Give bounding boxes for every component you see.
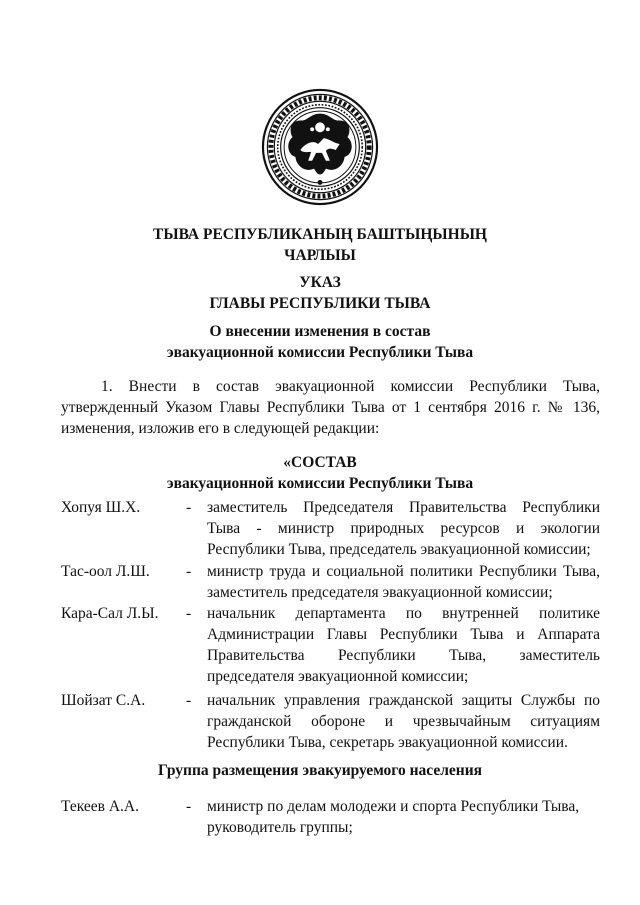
tuvan-title-line-2: ЧАРЛЫЫ: [284, 247, 356, 264]
member-role: начальник департамента по внутренней политике Администрации Главы Республики Тыва и Аппарата Правительства Республики Тыва, заместитель председателя эвакуационной комиссии;: [207, 605, 600, 685]
member-name: Текеев А.А.: [61, 798, 139, 815]
member-name: Кара-Сал Л.Ы.: [61, 605, 159, 622]
tuvan-title-line-1: ТЫВА РЕСПУБЛИКАНЫҢ БАШТЫҢЫНЫҢ: [153, 226, 487, 243]
member-name: Шойзат С.А.: [61, 692, 146, 709]
member-role: заместитель Председателя Правительства Республики Тыва - министр природных ресурсов и экологии Республики Тыва, председатель эвакуационной комиссии;: [207, 499, 600, 558]
decree-subject: [60, 321, 580, 363]
section-title-line-2: эвакуационной комиссии Республики Тыва: [166, 475, 474, 492]
member-role: министр труда и социальной политики Республики Тыва, заместитель председателя эвакуационной комиссии;: [207, 563, 600, 601]
member-name: Тас-оол Л.Ш.: [61, 563, 150, 580]
member-dash: -: [186, 798, 192, 815]
member-role: начальник управления гражданской защиты Службы по гражданской обороне и чрезвычайным ситуациям Республики Тыва, секретарь эвакуационной комиссии.: [207, 692, 600, 751]
section-title-line-1: «СОСТАВ: [283, 454, 357, 471]
member-role: министр по делам молодежи и спорта Республики Тыва, руководитель группы;: [207, 798, 580, 836]
member-dash: -: [186, 563, 192, 580]
decree-title-line-1: УКАЗ: [299, 274, 341, 291]
decree-title-line-2: ГЛАВЫ РЕСПУБЛИКИ ТЫВА: [209, 295, 431, 312]
coat-of-arms-emblem: [261, 88, 379, 206]
group-title: Группа размещения эвакуируемого населения: [157, 762, 483, 779]
decree-title: [60, 272, 580, 314]
decree-subject-line-2: эвакуационной комиссии Республики Тыва: [166, 344, 474, 361]
section-title: [60, 452, 580, 494]
member-dash: -: [186, 605, 192, 622]
decree-subject-line-1: О внесении изменения в состав: [209, 323, 431, 340]
member-dash: -: [186, 499, 192, 516]
paragraph-1: 1. Внести в состав эвакуационной комиссии Республики Тыва, утвержденный Указом Главы Республики Тыва от 1 сентября 2016 г. № 136, изменения, изложив его в следующей редакции:: [61, 378, 600, 437]
member-name: Хопуя Ш.Х.: [61, 499, 141, 516]
member-dash: -: [186, 692, 192, 709]
tuvan-title: [60, 224, 580, 266]
